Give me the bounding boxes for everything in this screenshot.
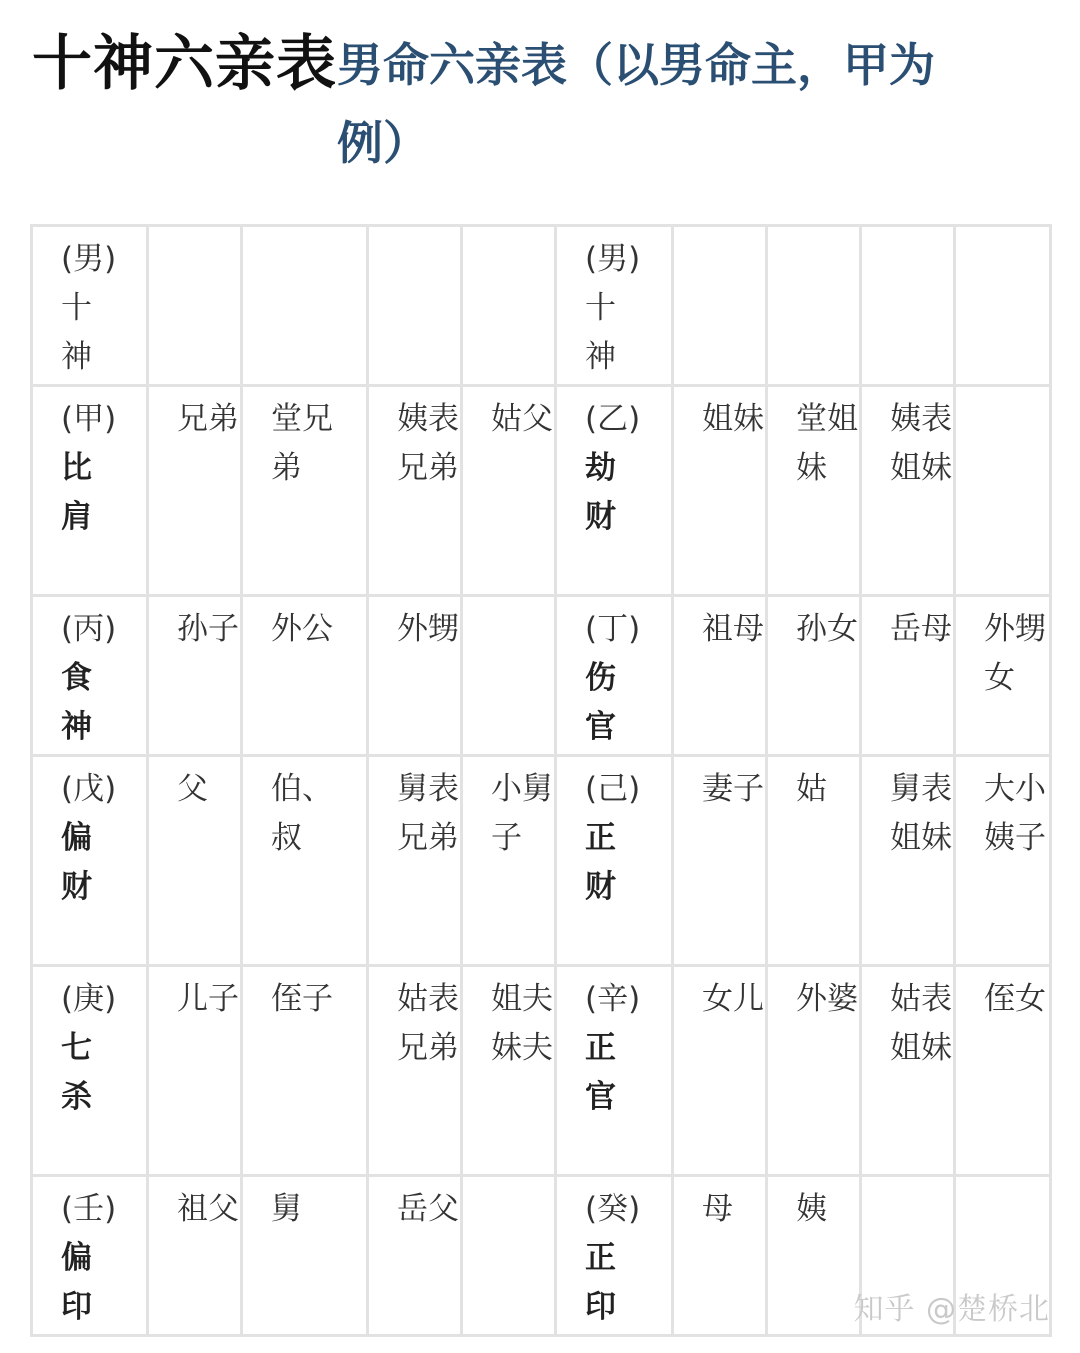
- watermark: 知乎 @楚桥北: [853, 1292, 1050, 1327]
- heavenly-stem: (癸): [585, 1191, 641, 1227]
- ten-god-cell: [32, 596, 148, 756]
- kin-cell: [368, 226, 462, 386]
- kin-cell: [767, 756, 861, 966]
- kin-cell: [242, 756, 368, 966]
- ten-god-label: [33, 395, 121, 542]
- kin-cell: [673, 596, 767, 756]
- kin-cell: [767, 226, 861, 386]
- ten-god-name: 偏财: [61, 820, 92, 905]
- ten-god-name: 七杀: [61, 1030, 92, 1115]
- ten-god-label: [33, 975, 121, 1122]
- ten-god-name: 比肩: [61, 450, 92, 535]
- kin-cell: [462, 966, 556, 1176]
- ten-god-cell: [556, 386, 673, 596]
- heavenly-stem: (戊): [61, 771, 117, 807]
- ten-god-cell: [32, 756, 148, 966]
- heavenly-stem: (甲): [61, 401, 117, 437]
- kin-cell: [955, 756, 1051, 966]
- kin-cell: [242, 966, 368, 1176]
- kin-relation: 姑表兄弟: [397, 981, 459, 1066]
- kin-cell: [148, 756, 242, 966]
- heavenly-stem: (辛): [585, 981, 641, 1017]
- kin-relation: 儿子: [177, 981, 239, 1017]
- kin-relation: 姐妹: [702, 401, 764, 437]
- kin-cell: [767, 966, 861, 1176]
- kin-relation: 母: [702, 1191, 733, 1227]
- kin-cell: [861, 966, 955, 1176]
- table-row: [32, 756, 1051, 966]
- header: [32, 20, 1042, 182]
- kin-relation: 舅表姐妹: [890, 771, 952, 856]
- kin-relation: 兄弟: [177, 401, 239, 437]
- kin-cell: [462, 386, 556, 596]
- heavenly-stem: (己): [585, 771, 641, 807]
- kin-cell: [368, 966, 462, 1176]
- kin-relation: 姑表姐妹: [890, 981, 952, 1066]
- kin-cell: [861, 226, 955, 386]
- ten-god-name: 食神: [61, 660, 92, 745]
- kin-cell: [462, 596, 556, 756]
- kinship-table: [30, 224, 1052, 1337]
- kin-relation: 孙女: [796, 611, 858, 647]
- kin-relation: 姐夫妹夫: [491, 981, 553, 1066]
- kin-cell: [368, 596, 462, 756]
- ten-god-label: [557, 765, 645, 912]
- kin-cell: [861, 596, 955, 756]
- kinship-table-body: [32, 226, 1051, 1336]
- kin-cell: [462, 1176, 556, 1336]
- ten-god-name: 劫财: [585, 450, 616, 535]
- kin-cell: [368, 756, 462, 966]
- kin-relation: 姑父: [491, 401, 553, 437]
- ten-god-name: 正印: [585, 1240, 616, 1325]
- kin-relation: 大小姨子: [984, 771, 1046, 856]
- kin-cell: [861, 756, 955, 966]
- kin-relation: 舅: [271, 1191, 302, 1227]
- kin-relation: 外公: [271, 611, 333, 647]
- kin-relation: 姨: [796, 1191, 827, 1227]
- ten-god-label: [557, 1185, 645, 1332]
- kin-relation: 小舅子: [491, 771, 553, 856]
- kin-cell: [673, 756, 767, 966]
- ten-god-name: 十神: [585, 290, 616, 375]
- kin-relation: 堂兄弟: [271, 401, 333, 486]
- kin-relation: 伯、叔: [271, 771, 333, 856]
- kin-cell: [462, 756, 556, 966]
- kin-cell: [955, 966, 1051, 1176]
- kin-cell: [148, 596, 242, 756]
- ten-god-name: 正财: [585, 820, 616, 905]
- ten-god-name: 伤官: [585, 660, 616, 745]
- kin-cell: [148, 226, 242, 386]
- heavenly-stem: (男): [61, 241, 117, 277]
- ten-god-label: [33, 1185, 121, 1332]
- kin-cell: [368, 386, 462, 596]
- ten-god-label: [557, 235, 645, 382]
- ten-god-cell: [556, 596, 673, 756]
- kin-relation: 侄子: [271, 981, 333, 1017]
- ten-god-label: [557, 395, 645, 542]
- ten-god-label: [557, 605, 645, 752]
- table-row: [32, 596, 1051, 756]
- kin-cell: [767, 386, 861, 596]
- heavenly-stem: (丁): [585, 611, 641, 647]
- kin-cell: [148, 966, 242, 1176]
- kin-cell: [673, 226, 767, 386]
- ten-god-label: [557, 975, 645, 1122]
- ten-god-name: 正官: [585, 1030, 616, 1115]
- kin-cell: [955, 386, 1051, 596]
- kin-cell: [368, 1176, 462, 1336]
- table-row: [32, 966, 1051, 1176]
- kin-cell: [767, 596, 861, 756]
- ten-god-cell: [556, 1176, 673, 1336]
- heavenly-stem: (庚): [61, 981, 117, 1017]
- kin-relation: 祖母: [702, 611, 764, 647]
- kin-relation: 祖父: [177, 1191, 239, 1227]
- kin-relation: 外婆: [796, 981, 858, 1017]
- ten-god-name: 偏印: [61, 1240, 92, 1325]
- kin-cell: [148, 386, 242, 596]
- kin-relation: 外甥: [397, 611, 459, 647]
- kin-relation: 女儿: [702, 981, 764, 1017]
- ten-god-label: [33, 765, 121, 912]
- kin-cell: [673, 966, 767, 1176]
- kin-relation: 岳父: [397, 1191, 459, 1227]
- page-title: 十神六亲表: [32, 29, 337, 99]
- kin-cell: [955, 596, 1051, 756]
- kin-cell: [242, 226, 368, 386]
- ten-god-cell: [32, 386, 148, 596]
- heavenly-stem: (乙): [585, 401, 641, 437]
- kin-relation: 妻子: [702, 771, 764, 807]
- ten-god-cell: [556, 226, 673, 386]
- heavenly-stem: (壬): [61, 1191, 117, 1227]
- page-subtitle: 男命六亲表（以男命主，甲为例）: [337, 38, 935, 170]
- kin-cell: [148, 1176, 242, 1336]
- kin-cell: [242, 386, 368, 596]
- kin-relation: 姑: [796, 771, 827, 807]
- kin-relation: 外甥女: [984, 611, 1046, 696]
- table-row: [32, 386, 1051, 596]
- table-row: [32, 226, 1051, 386]
- kin-cell: [955, 226, 1051, 386]
- ten-god-name: 十神: [61, 290, 92, 375]
- heavenly-stem: (丙): [61, 611, 117, 647]
- kin-relation: 岳母: [890, 611, 952, 647]
- kin-cell: [673, 386, 767, 596]
- kin-relation: 姨表兄弟: [397, 401, 459, 486]
- kin-relation: 姨表姐妹: [890, 401, 952, 486]
- kin-cell: [861, 386, 955, 596]
- ten-god-label: [33, 235, 121, 382]
- kin-relation: 堂姐妹: [796, 401, 858, 486]
- heavenly-stem: (男): [585, 241, 641, 277]
- kin-cell: [673, 1176, 767, 1336]
- ten-god-cell: [556, 966, 673, 1176]
- kin-cell: [462, 226, 556, 386]
- ten-god-label: [33, 605, 121, 752]
- kin-cell: [242, 596, 368, 756]
- ten-god-cell: [32, 226, 148, 386]
- kin-relation: 孙子: [177, 611, 239, 647]
- kin-relation: 侄女: [984, 981, 1046, 1017]
- kin-relation: 父: [177, 771, 208, 807]
- ten-god-cell: [32, 1176, 148, 1336]
- ten-god-cell: [32, 966, 148, 1176]
- ten-god-cell: [556, 756, 673, 966]
- kin-cell: [242, 1176, 368, 1336]
- kin-cell: [767, 1176, 861, 1336]
- kin-relation: 舅表兄弟: [397, 771, 459, 856]
